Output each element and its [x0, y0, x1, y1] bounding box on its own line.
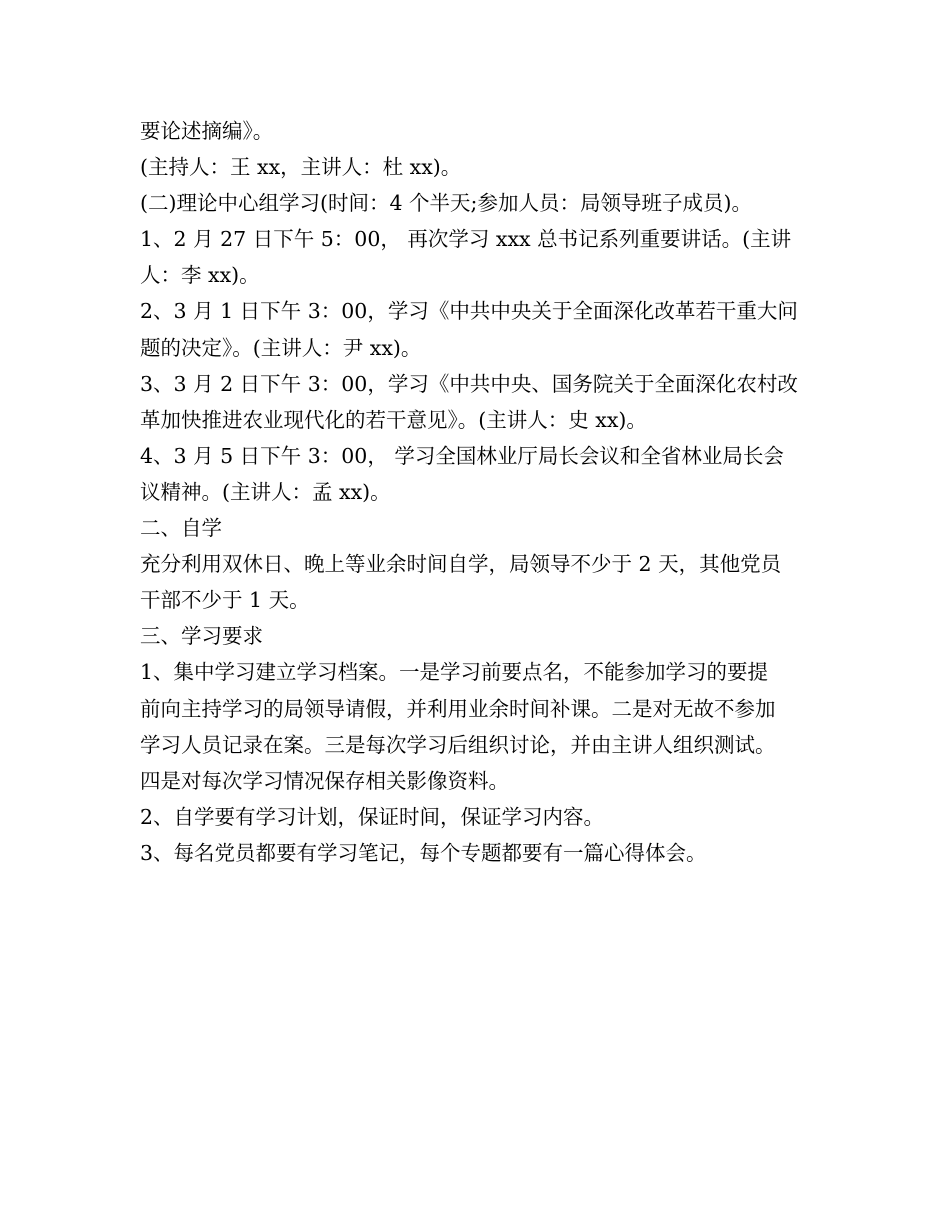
- text-line: 2、3 月 1 日下午 3：00，学习《中共中央关于全面深化改革若干重大问: [140, 299, 798, 324]
- text-line: 2、自学要有学习计划，保证时间，保证学习内容。: [140, 804, 605, 829]
- text-line: 1、集中学习建立学习档案。一是学习前要点名，不能参加学习的要提: [140, 660, 769, 685]
- text-line: 议精神。(主讲人：孟 xx)。: [140, 479, 391, 504]
- text-line: (主持人：王 xx，主讲人：杜 xx)。: [140, 155, 462, 180]
- text-line: 前向主持学习的局领导请假，并利用业余时间补课。二是对无故不参加: [140, 696, 776, 721]
- text-line: 革加快推进农业现代化的若干意见》。(主讲人：史 xx)。: [140, 407, 647, 432]
- text-line: 4、3 月 5 日下午 3：00， 学习全国林业厅局长会议和全省林业局长会: [140, 443, 784, 468]
- section-heading: (二)理论中心组学习(时间：4 个半天;参加人员：局领导班子成员)。: [140, 191, 752, 216]
- text-line: 3、3 月 2 日下午 3：00，学习《中共中央、国务院关于全面深化农村改: [140, 371, 798, 396]
- section-heading: 二、自学: [140, 516, 222, 541]
- text-line: 要论述摘编》。: [140, 119, 274, 143]
- text-line: 四是对每次学习情况保存相关影像资料。: [140, 768, 509, 793]
- text-line: 1、2 月 27 日下午 5：00， 再次学习 xxx 总书记系列重要讲话。(主讲: [140, 227, 792, 252]
- text-line: 干部不少于 1 天。: [140, 588, 310, 613]
- text-line: 充分利用双休日、晚上等业余时间自学，局领导不少于 2 天，其他党员: [140, 552, 782, 577]
- text-line: 学习人员记录在案。三是每次学习后组织讨论，并由主讲人组织测试。: [140, 732, 776, 757]
- text-line: 人：李 xx)。: [140, 263, 260, 288]
- text-line: 3、每名党员都要有学习笔记，每个专题都要有一篇心得体会。: [140, 840, 707, 865]
- section-heading: 三、学习要求: [140, 624, 263, 649]
- text-line: 题的决定》。(主讲人：尹 xx)。: [140, 335, 422, 360]
- document-body: [140, 113, 820, 871]
